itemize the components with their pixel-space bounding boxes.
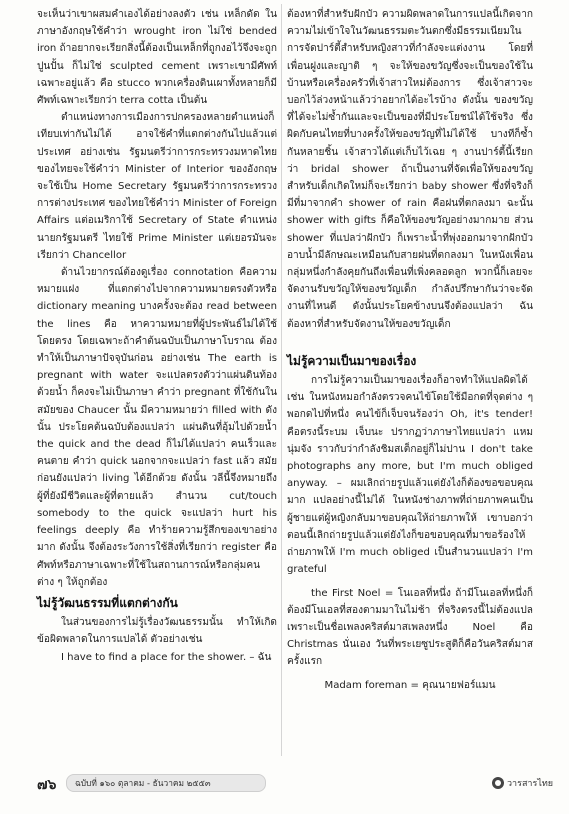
column-divider bbox=[281, 4, 282, 756]
right-paragraph-4: Madam foreman = คุณนายฟอร์แมน bbox=[324, 679, 496, 691]
publisher-logo-icon bbox=[492, 777, 504, 789]
publisher-mark bbox=[492, 775, 553, 791]
page-footer bbox=[0, 760, 569, 814]
page-number: ๗๖ bbox=[37, 777, 57, 793]
section-heading-culture: ไม่รู้วัฒนธรรมที่แตกต่างกัน bbox=[37, 595, 178, 610]
left-paragraph-5: I have to find a place for the shower. – ฉัน bbox=[61, 651, 272, 663]
left-paragraph-4: ในส่วนของการไม่รู้เรื่องวัฒนธรรมนั้น ทำให้เกิดข้อผิดพลาดในการแปลได้ ตัวอย่างเช่น bbox=[37, 617, 277, 646]
right-paragraph-2: การไม่รู้ความเป็นมาของเรื่องก็อาจทำให้แปลผิดได้ เช่น ในหนังหมอกำลังตรวจคนไข้โดยใช้มือกดที่จุดต่าง ๆ พอกดไปที่หนึ่ง คนไข้ก็เจ็บจนร้องว่า Oh, it's tender! คือตรงนี้ระบม เจ็บนะ ปรากฏว่าภาษาไทยแปลว่า แหม นุ่มจัง ราวกับว่ากำลังชิมสเต็กอยู่ก็ไม่ปาน I don't take photographs any more, but I'm much obliged anyway. – ผมเลิกถ่ายรูปแล้วแต่ยังไงก็ต้องขอขอบคุณมาก แปลอย่างนี้ไม่ได้ ในหนังช่างภาพที่ถ่ายภาพคนเป็นผู้ชายแต่ผู้หญิงกลับมาขอบคุณให้ถ่ายภาพให้ เขาบอกว่าตอนนี้เลิกถ่ายรูปแล้วแต่ยังไงก็ขอขอบคุณที่มาขอร้องให้ถ่ายภาพให้ I'm much obliged เป็นสำนวนแปลว่า I'm grateful bbox=[287, 375, 533, 576]
left-paragraph-1: จะเห็นว่าเขาผสมคำเองได้อย่างลงตัว เช่น เหล็กดัด ในภาษาอังกฤษใช้คำว่า wrought iron ไม่ใช่ bended iron ถ้าอยากจะเรียกสิ่งนี้ต้องเป็นเหล็กที่ถูกงอไว้จึงจะถูก ปูนปั้น ก็ไม่ใช่ sculpted cement เพราะเขามีศัพท์เฉพาะอยู่แล้ว คือ stucco พวกเครื่องดินเผาทั้งหลายก็มีศัพท์เฉพาะเรียกว่า terra cotta เป็นต้น bbox=[37, 9, 277, 107]
left-paragraph-3: ด้านไวยากรณ์ต้องดูเรื่อง connotation คือความหมายแฝง ที่แตกต่างไปจากความหมายตรงตัวหรือ dictionary meaning บางครั้งจะต้อง read between the lines คือ หาความหมายที่ผู้ประพันธ์ไม่ได้ใช้โดยตรง โดยเฉพาะถ้าคำต้นฉบับเป็นภาษาโบราณ ต้องทำให้เป็นภาษาปัจจุบันก่อน อย่างเช่น The earth is pregnant with water จะแปลตรงตัวว่าแผ่นดินท้องด้วยน้ำ ก็คงจะไม่เป็นภาษา คำว่า pregnant ที่ใช้กันในสมัยของ Chaucer นั้น มีความหมายว่า filled with ดังนั้น ประโยคต้นฉบับต้องแปลว่า แผ่นดินที่อุ้มไปด้วยน้ำ the quick and the dead ก็ไม่ได้แปลว่า คนเร็วและคนตาย คำว่า quick นอกจากจะแปลว่า fast แล้ว สมัยก่อนยังแปลว่า living ได้อีกด้วย ดังนั้น วลีนี้จึงหมายถึง ผู้ที่ยังมีชีวิตและผู้ที่ตายแล้ว สำนวน cut/touch somebody to the quick จะแปลว่า hurt his feelings deeply คือ ทำร้ายความรู้สึกของเขาอย่างมาก ดังนั้น จึงต้องระวังการใช้สิ่งที่เรียกว่า register คือ ศัพท์หรือภาษาเฉพาะที่ใช้ในสถานการณ์หรือกลุ่มคนต่าง ๆ ให้ถูกต้อง bbox=[37, 267, 277, 588]
right-paragraph-3: the First Noel = โนเอลที่หนึ่ง ถ้ามีโนเอลที่หนึ่งก็ต้องมีโนเอลที่สองตามมาในไม่ช้า ที่จริงตรงนี้ไม่ต้องแปลเพราะเป็นชื่อเพลงคริสต์มาสเพลงหนึ่ง Noel คือ Christmas นั่นเอง วันที่พระเยซูประสูติก็คือวันคริสต์มาสครั้งแรก bbox=[287, 587, 533, 668]
section-heading-background: ไม่รู้ความเป็นมาของเรื่อง bbox=[287, 353, 417, 368]
left-paragraph-2: ตำแหน่งทางการเมืองการปกครองหลายตำแหน่งก็เทียบเท่ากันไม่ได้ อาจใช้คำที่แตกต่างกันไปแล้วแต่ประเทศ อย่างเช่น รัฐมนตรีว่าการกระทรวงมหาดไทย ของไทยจะใช้คำว่า Minister of Interior ของอังกฤษจะใช้เป็น Home Secretary รัฐมนตรีว่าการกระทรวงการต่างประเทศ ของไทยใช้คำว่า Minister of Foreign Affairs แต่อเมริกาใช้ Secretary of State ตำแหน่ง นายกรัฐมนตรี ไทยใช้ Prime Minister แต่เยอรมันจะเรียกว่า Chancellor bbox=[37, 112, 277, 261]
right-column bbox=[287, 6, 533, 694]
right-paragraph-1: ต้องหาที่สำหรับฝักบัว ความผิดพลาดในการแปลนี้เกิดจากความไม่เข้าใจในวัฒนธรรมตะวันตกซึ่งมีธรรมเนียมในการจัดปาร์ตี้สำหรับหญิงสาวที่กำลังจะแต่งงาน โดยที่เพื่อนฝูงและญาติ ๆ จะให้ของขวัญซึ่งจะเป็นของใช้ในบ้านหรือเครื่องครัวที่เจ้าสาวใหม่ต้องการ ซึ่งเจ้าสาวจะบอกไว้ล่วงหน้าแล้วว่าอยากได้อะไรบ้าง ดังนั้น ของขวัญที่ได้จะไม่ซ้ำกันและจะเป็นของที่มีประโยชน์ได้ใช้จริง ซึ่งผิดกับคนไทยที่บางครั้งให้ของขวัญที่ไม่ได้ใช้ บางทีก็ซ้ำกันหลายชิ้น เจ้าสาวได้แต่เก็บไว้เฉย ๆ งานปาร์ตี้นี้เรียกว่า bridal shower ถ้าเป็นงานที่จัดเพื่อให้ของขวัญสำหรับเด็กเกิดใหม่ก็จะเรียกว่า baby shower ซึ่งที่จริงก็มีที่มาจากคำ shower of rain คือฝนที่ตกลงมา ฉะนั้น shower with gifts ก็คือให้ของขวัญอย่างมากมาย ส่วน shower ที่แปลว่าฝักบัว ก็เพราะน้ำที่พุ่งออกมาจากฝักบัวอาบน้ำมีลักษณะเหมือนกับสายฝนที่ตกลงมา ในหนังเพื่อนกลุ่มหนึ่งกำลังคุยกันถึงเพื่อนที่เพิ่งคลอดลูก พวกนี้ก็เลยจะจัดงานรับขวัญให้ของขวัญเด็ก กำลังปรึกษากันว่าจะจัดงานที่ไหนดี ดังนั้นประโยคข้างบนจึงต้องแปลว่า ฉันต้องหาที่สำหรับจัดงานให้ของขวัญเด็ก bbox=[287, 9, 533, 330]
left-column bbox=[37, 6, 277, 666]
issue-label: ฉบับที่ ๑๖๐ ตุลาคม - ธันวาคม ๒๕๕๓ bbox=[66, 774, 266, 792]
publisher-name: วารสารไทย bbox=[507, 779, 554, 789]
